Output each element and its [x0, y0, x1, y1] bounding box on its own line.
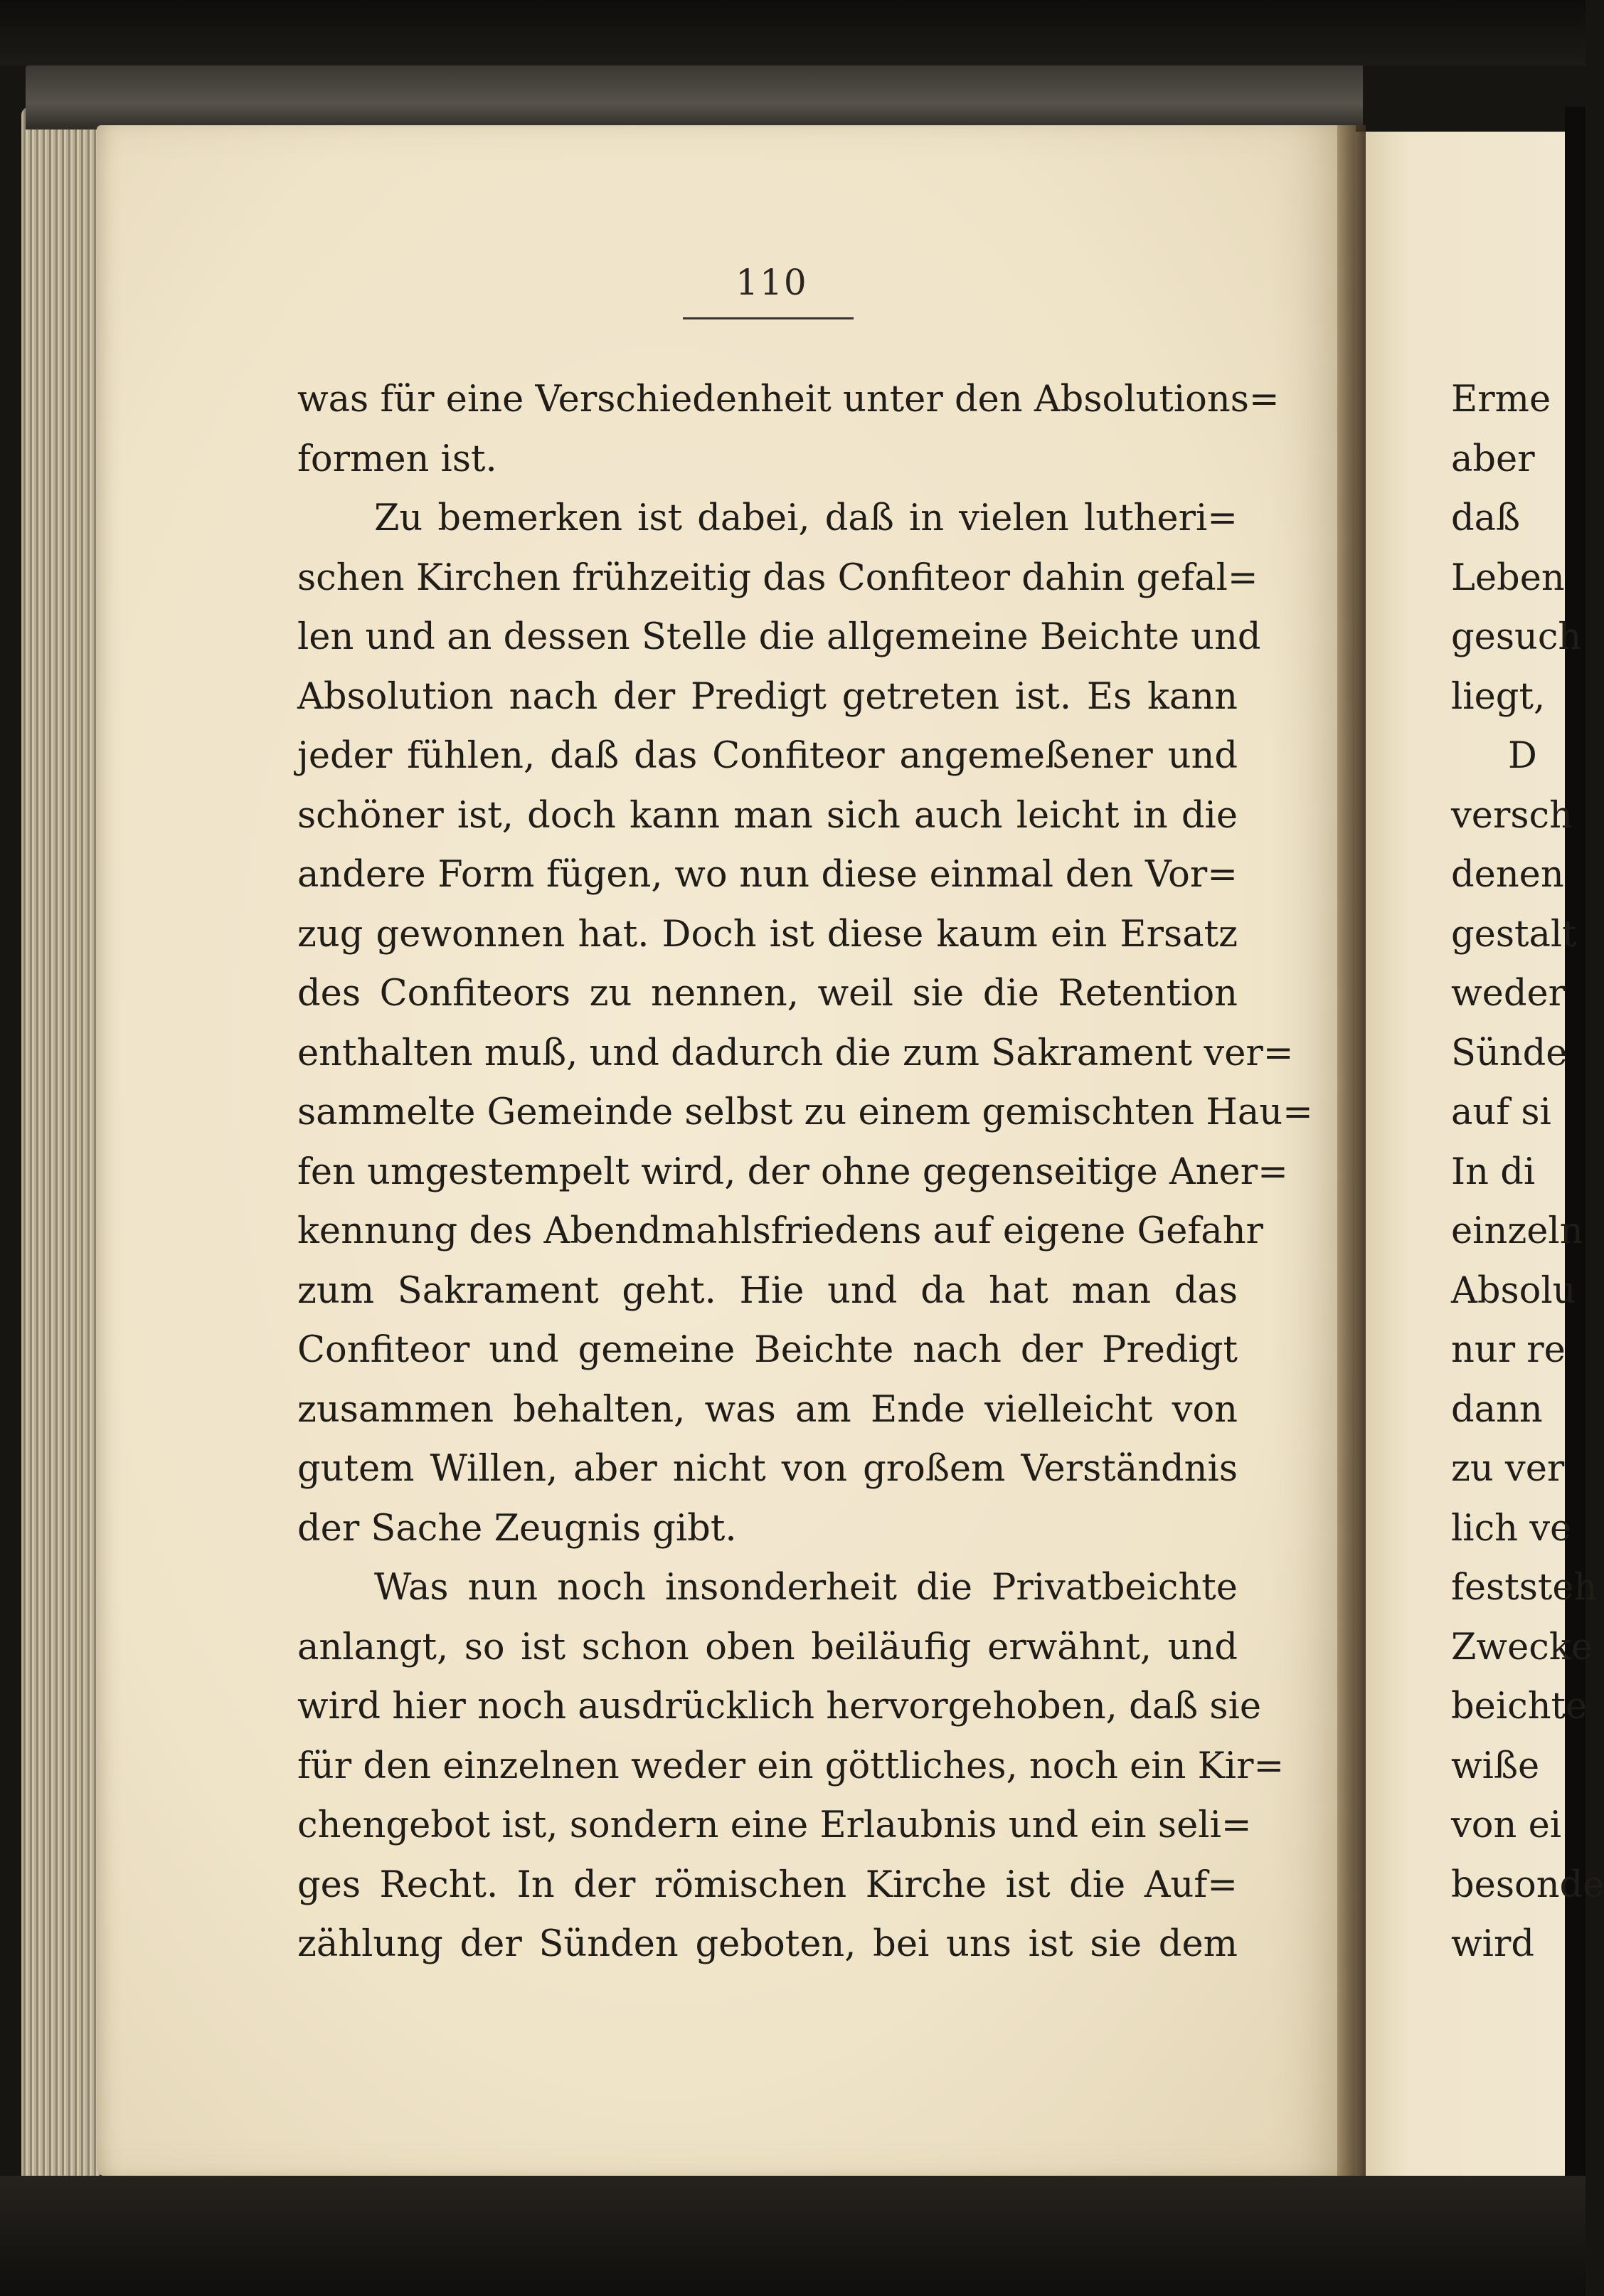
text-line: auf si	[1451, 1091, 1551, 1133]
text-line: zählung der Sünden geboten, bei uns ist sie dem	[297, 1923, 1238, 1965]
text-line: jeder fühlen, daß das Confiteor angemeßener und	[297, 735, 1238, 777]
text-line: wird hier noch ausdrücklich hervorgehoben, daß sie	[297, 1686, 1262, 1728]
text-line: zum Sakrament geht. Hie und da hat man das	[297, 1269, 1238, 1312]
text-line: Confiteor und gemeine Beichte nach der Predigt	[297, 1329, 1238, 1371]
left-page-text	[297, 370, 1313, 1974]
text-line: D	[1508, 735, 1537, 777]
scan-background-bottom	[0, 2176, 1586, 2296]
text-line: Absolution nach der Predigt getreten ist. Es kann	[297, 675, 1238, 718]
text-line: Zwecke	[1451, 1626, 1593, 1668]
text-line: besonde	[1451, 1863, 1604, 1906]
text-line: daß	[1451, 497, 1521, 539]
book-gutter	[1337, 125, 1366, 2176]
text-line: formen ist.	[297, 438, 497, 480]
text-line: gesuch	[1451, 616, 1582, 658]
text-line: dann	[1451, 1388, 1543, 1431]
text-line: wiße	[1451, 1745, 1540, 1787]
text-line: schöner ist, doch kann man sich auch leicht in die	[297, 794, 1238, 837]
text-line: was für eine Verschiedenheit unter den Absolutions=	[297, 379, 1280, 420]
text-line: für den einzelnen weder ein göttliches, noch ein Kir=	[297, 1745, 1285, 1787]
text-line: beichte	[1451, 1686, 1588, 1728]
page-number: 110	[735, 262, 808, 303]
text-line: Sünde	[1451, 1032, 1568, 1074]
right-page-text	[1451, 370, 1604, 1974]
text-line: denen	[1451, 854, 1564, 896]
text-line: len und an dessen Stelle die allgemeine Beichte und	[297, 616, 1261, 658]
text-line: fen umgestempelt wird, der ohne gegenseitige Aner=	[297, 1150, 1288, 1193]
text-line: Was nun noch insonderheit die Privatbeichte	[374, 1567, 1238, 1609]
text-line: andere Form fügen, wo nun diese einmal den Vor=	[297, 854, 1238, 896]
text-line: schen Kirchen frühzeitig das Confiteor dahin gefal=	[297, 556, 1258, 599]
text-line: Zu bemerken ist dabei, daß in vielen lutheri=	[374, 497, 1238, 539]
page-stack-edge	[21, 107, 100, 2191]
text-line: zu ver	[1451, 1448, 1565, 1490]
text-line: zusammen behalten, was am Ende vielleicht von	[297, 1388, 1238, 1431]
text-line: Erme	[1451, 379, 1551, 420]
text-line: gestalt	[1451, 913, 1577, 956]
text-line: aber	[1451, 438, 1535, 480]
text-line: feststeh	[1451, 1567, 1598, 1609]
text-line: anlangt, so ist schon oben beiläufig erwähnt, und	[297, 1626, 1238, 1668]
text-line: der Sache Zeugnis gibt.	[297, 1507, 737, 1550]
text-line: ges Recht. In der römischen Kirche ist die Auf=	[297, 1863, 1238, 1906]
text-line: wird	[1451, 1923, 1534, 1965]
header-rule	[683, 317, 854, 319]
text-line: chengebot ist, sondern eine Erlaubnis und ein seli=	[297, 1804, 1252, 1846]
text-line: gutem Willen, aber nicht von großem Verständnis	[297, 1448, 1238, 1490]
text-line: sammelte Gemeinde selbst zu einem gemischten Hau=	[297, 1091, 1313, 1133]
text-line: liegt,	[1451, 675, 1546, 718]
text-line: von ei	[1451, 1804, 1562, 1846]
text-line: lich ve	[1451, 1507, 1572, 1550]
text-line: Absolu	[1451, 1269, 1576, 1312]
text-line: kennung des Abendmahlsfriedens auf eigene Gefahr	[297, 1210, 1263, 1252]
text-line: nur re	[1451, 1329, 1566, 1371]
book-cover-edge	[26, 65, 1363, 129]
text-line: enthalten muß, und dadurch die zum Sakrament ver=	[297, 1032, 1294, 1074]
text-line: einzeln	[1451, 1210, 1583, 1252]
text-line: des Confiteors zu nennen, weil sie die Retention	[297, 973, 1238, 1015]
scan-background-top	[0, 0, 1586, 65]
text-line: zug gewonnen hat. Doch ist diese kaum ein Ersatz	[297, 913, 1238, 956]
text-line: Leben	[1451, 556, 1565, 599]
text-line: versch	[1451, 794, 1573, 837]
text-line: weder	[1451, 973, 1566, 1015]
text-line: In di	[1451, 1150, 1536, 1193]
